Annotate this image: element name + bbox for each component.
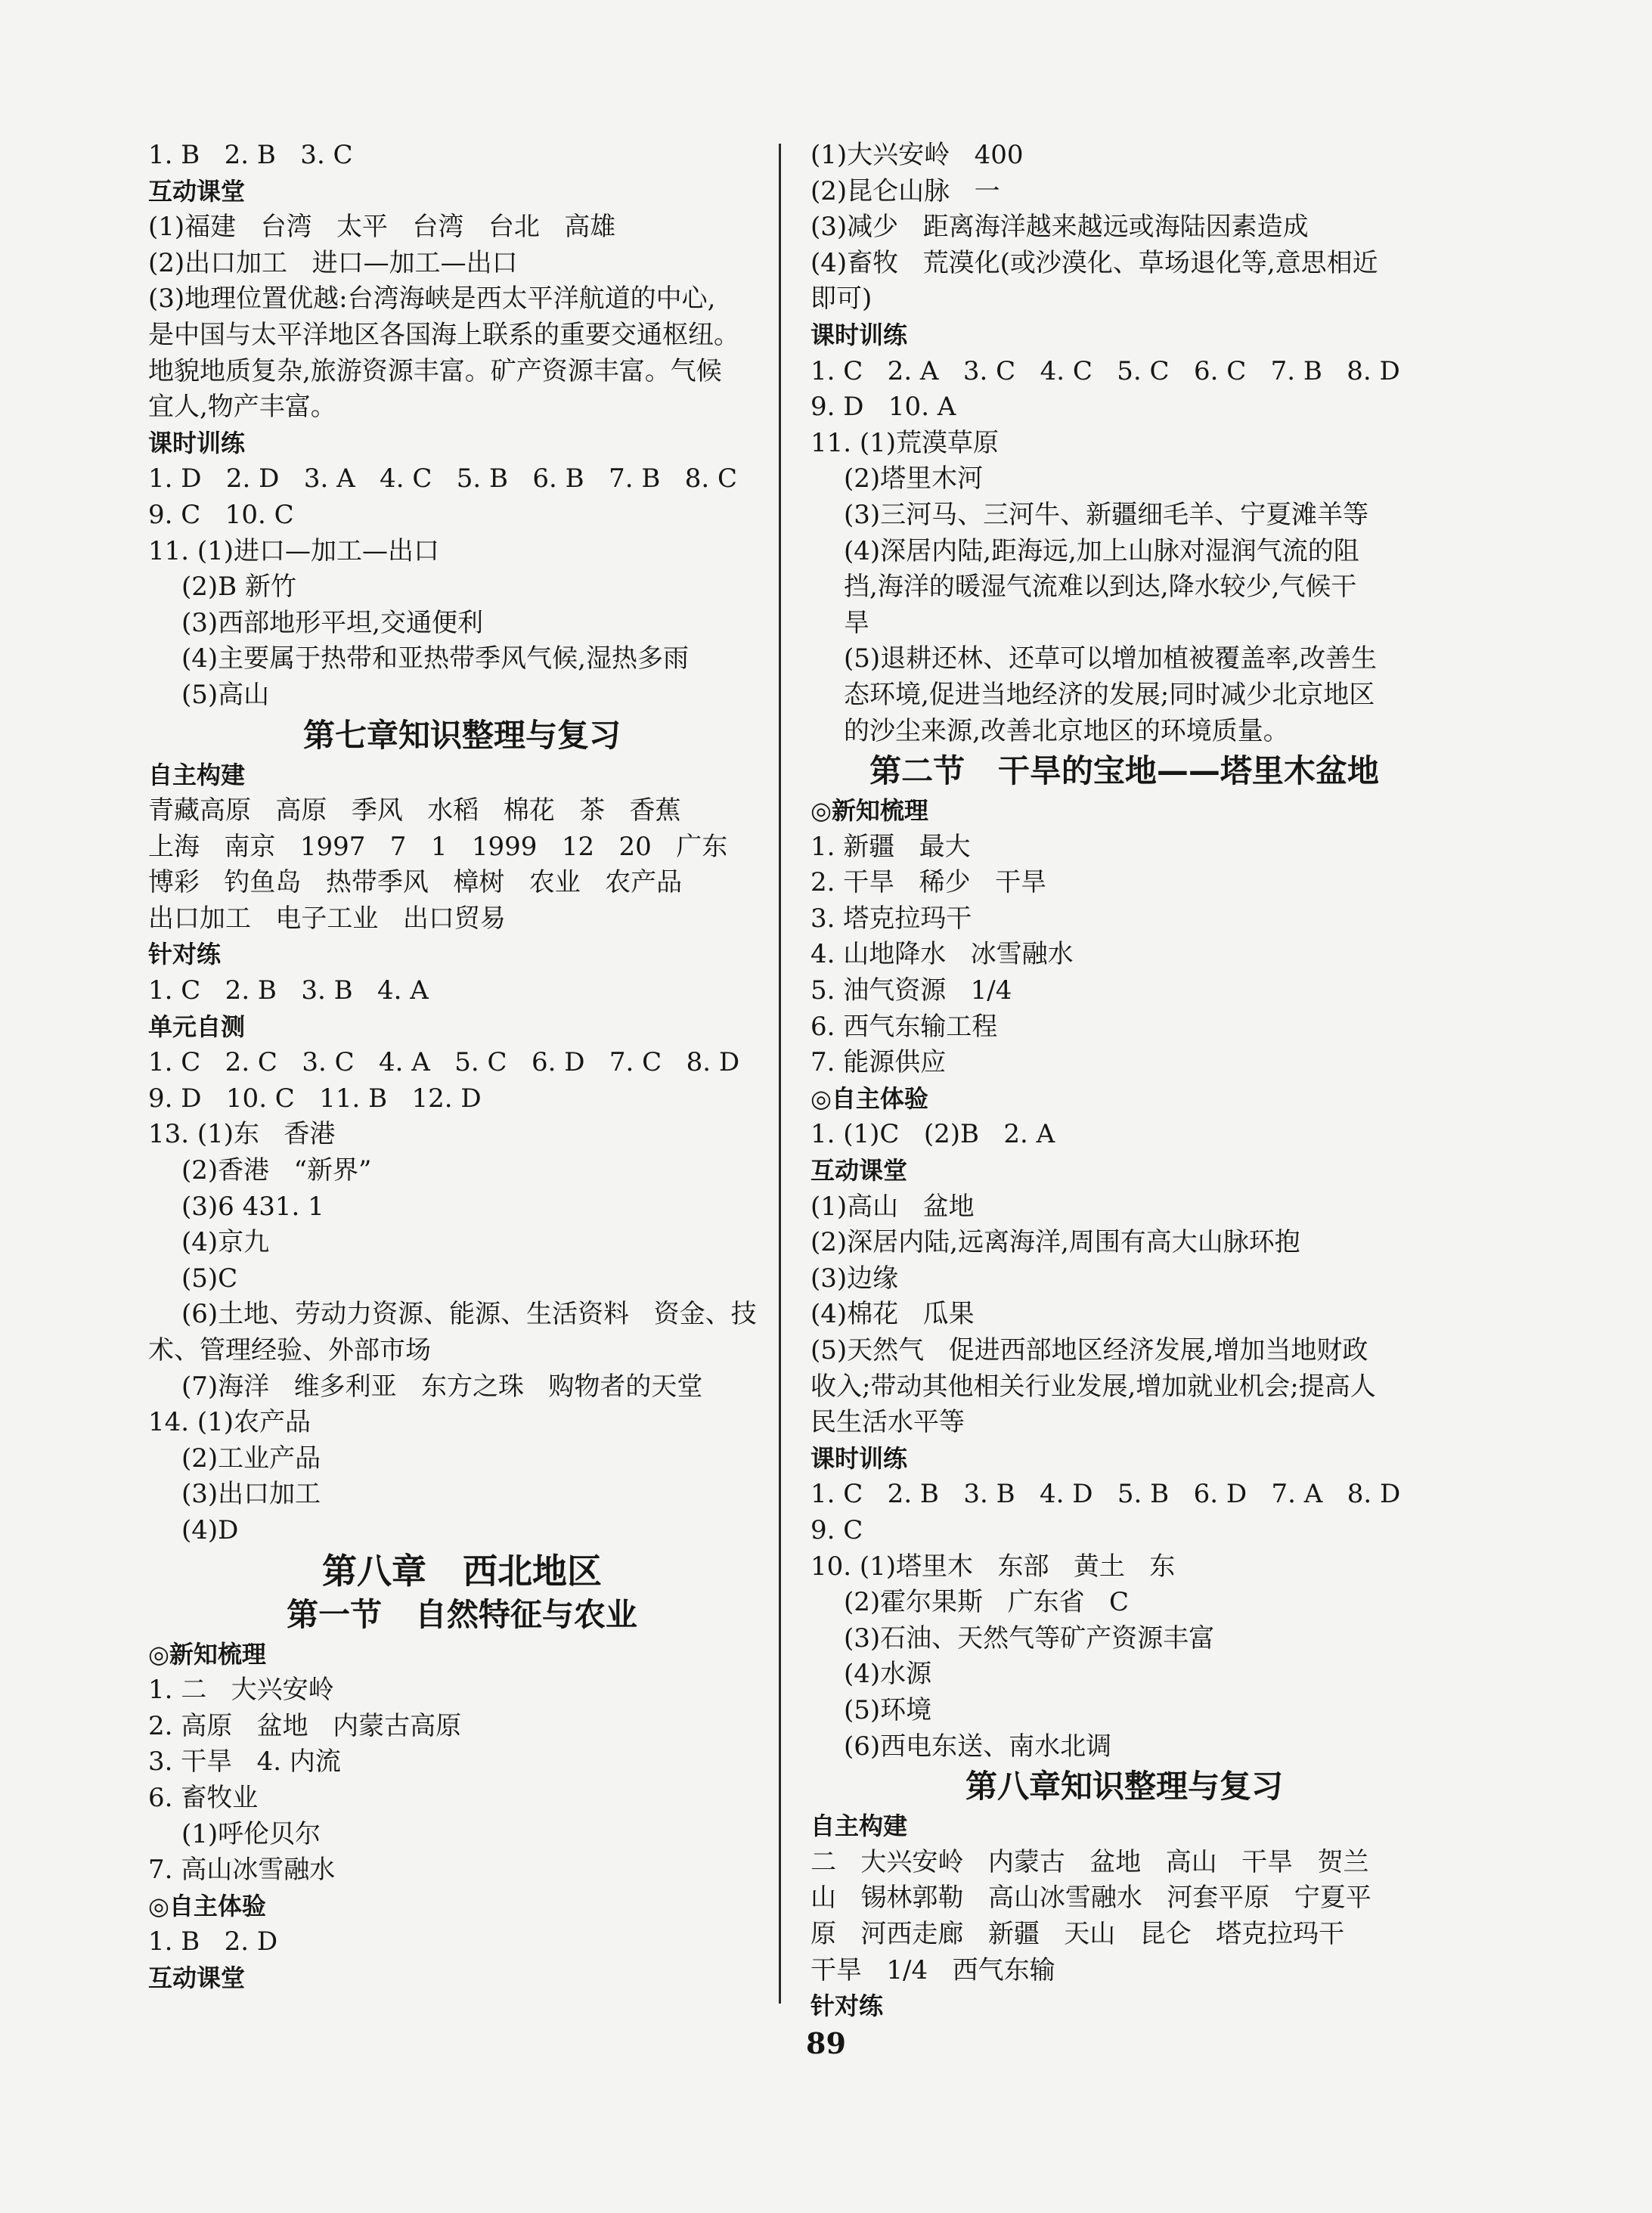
answer-line: 9. C 10. C: [148, 499, 294, 530]
section-title: 第二节 干旱的宝地——塔里木盆地: [869, 752, 1379, 790]
column-divider: [779, 144, 781, 2004]
answer-line: (1)福建 台湾 太平 台湾 台北 高雄: [148, 212, 616, 243]
sub-answer-line: (3)出口加工: [181, 1479, 321, 1510]
section-heading: 单元自测: [148, 1012, 246, 1041]
answer-line: 博彩 钓鱼岛 热带季风 樟树 农业 农产品: [148, 867, 683, 898]
answer-line: (2)昆仑山脉 一: [811, 175, 1000, 206]
section-heading: ◎新知梳理: [148, 1639, 266, 1669]
answer-line: 1. B 2. B 3. C: [148, 140, 353, 170]
answer-line: 1. B 2. D: [148, 1926, 278, 1957]
sub-answer-line: (4)水源: [844, 1659, 932, 1690]
answer-line: 干旱 1/4 西气东输: [811, 1954, 1055, 1985]
answer-line: 11. (1)进口—加工—出口: [148, 535, 440, 566]
section-heading: ◎自主体验: [811, 1083, 928, 1113]
sub-answer-line: (2)塔里木河: [844, 463, 984, 494]
answer-line: 术、管理经验、外部市场: [148, 1335, 431, 1365]
section-title: 第一节 自然特征与农业: [287, 1595, 637, 1633]
answer-line: 山 锡林郭勒 高山冰雪融水 河套平原 宁夏平: [811, 1883, 1372, 1914]
sub-answer-line: 挡,海洋的暖湿气流难以到达,降水较少,气候干: [844, 572, 1357, 603]
answer-line: 民生活水平等: [811, 1407, 965, 1438]
answer-line: 即可): [811, 284, 872, 315]
answer-line: 宜人,物产丰富。: [148, 392, 336, 423]
sub-answer-line: (2)香港 “新界”: [181, 1155, 372, 1186]
section-heading: 互动课堂: [148, 1963, 246, 1992]
sub-answer-line: (4)主要属于热带和亚热带季风气候,湿热多雨: [181, 643, 689, 674]
section-heading: 自主构建: [148, 760, 246, 789]
answer-line: 5. 油气资源 1/4: [811, 975, 1012, 1006]
answer-line: 1. C 2. A 3. C 4. C 5. C 6. C 7. B 8. D: [811, 355, 1400, 386]
sub-answer-line: 态环境,促进当地经济的发展;同时减少北京地区: [844, 679, 1375, 710]
answer-line: 1. D 2. D 3. A 4. C 5. B 6. B 7. B 8. C: [148, 463, 737, 494]
answer-line: 6. 畜牧业: [148, 1782, 259, 1813]
answer-line: 14. (1)农产品: [148, 1407, 311, 1438]
sub-answer-line: (7)海洋 维多利亚 东方之珠 购物者的天堂: [181, 1371, 703, 1402]
answer-line: 11. (1)荒漠草原: [811, 427, 1000, 458]
page-number: 89: [806, 2026, 846, 2060]
sub-answer-line: (5)环境: [844, 1694, 932, 1725]
answer-line: 7. 高山冰雪融水: [148, 1855, 336, 1886]
section-title: 第七章知识整理与复习: [302, 716, 621, 754]
sub-answer-line: (3)西部地形平坦,交通便利: [181, 607, 483, 638]
answer-line: (3)地理位置优越:台湾海峡是西太平洋航道的中心,: [148, 284, 716, 315]
section-heading: 课时训练: [148, 428, 246, 457]
sub-answer-line: (3)三河马、三河牛、新疆细毛羊、宁夏滩羊等: [844, 499, 1369, 530]
answer-line: (2)深居内陆,远离海洋,周围有高大山脉环抱: [811, 1227, 1300, 1258]
section-heading: ◎自主体验: [148, 1891, 266, 1920]
sub-answer-line: (4)D: [181, 1514, 239, 1545]
sub-answer-line: (4)京九: [181, 1227, 270, 1258]
answer-line: 是中国与太平洋地区各国海上联系的重要交通枢纽。: [148, 319, 739, 350]
left-column: [148, 138, 776, 1997]
section-title: 第八章知识整理与复习: [965, 1768, 1283, 1805]
sub-answer-line: 的沙尘来源,改善北京地区的环境质量。: [844, 715, 1289, 746]
answer-line: 9. D 10. C 11. B 12. D: [148, 1083, 482, 1114]
answer-line: 1. (1)C (2)B 2. A: [811, 1119, 1055, 1150]
answer-line: (4)棉花 瓜果: [811, 1299, 975, 1330]
answer-line: 收入;带动其他相关行业发展,增加就业机会;提高人: [811, 1371, 1376, 1402]
answer-line: 1. C 2. B 3. B 4. D 5. B 6. D 7. A 8. D: [811, 1479, 1401, 1510]
sub-answer-line: (3)石油、天然气等矿产资源丰富: [844, 1623, 1215, 1654]
section-heading: 互动课堂: [811, 1156, 908, 1186]
answer-line: 13. (1)东 香港: [148, 1119, 336, 1150]
sub-answer-line: (5)高山: [181, 679, 270, 710]
answer-line: 1. C 2. B 3. B 4. A: [148, 975, 429, 1006]
answer-line: (4)畜牧 荒漠化(或沙漠化、草场退化等,意思相近: [811, 247, 1378, 278]
answer-line: 10. (1)塔里木 东部 黄土 东: [811, 1551, 1176, 1582]
sub-answer-line: (1)呼伦贝尔: [181, 1818, 321, 1849]
answer-line: (3)边缘: [811, 1263, 899, 1294]
sub-answer-line: (6)西电东送、南水北调: [844, 1731, 1112, 1762]
chapter-title: 第八章 西北地区: [321, 1550, 603, 1592]
answer-line: 6. 西气东输工程: [811, 1011, 998, 1042]
answer-line: 2. 干旱 稀少 干旱: [811, 867, 1047, 898]
answer-line: 3. 干旱 4. 内流: [148, 1747, 341, 1778]
answer-line: (1)高山 盆地: [811, 1191, 975, 1222]
sub-answer-line: (2)B 新竹: [181, 572, 296, 603]
answer-line: 3. 塔克拉玛干: [811, 903, 972, 934]
section-heading: 课时训练: [811, 320, 908, 349]
answer-line: 原 河西走廊 新疆 天山 昆仑 塔克拉玛干: [811, 1918, 1345, 1949]
answer-line: 9. C: [811, 1514, 863, 1545]
sub-answer-line: (4)深居内陆,距海远,加上山脉对湿润气流的阻: [844, 535, 1359, 566]
answer-line: (5)天然气 促进西部地区经济发展,增加当地财政: [811, 1335, 1368, 1365]
sub-answer-line: 旱: [844, 607, 869, 638]
section-heading: ◎新知梳理: [811, 796, 928, 826]
sub-answer-line: (5)退耕还林、还草可以增加植被覆盖率,改善生: [844, 643, 1377, 674]
answer-line: 7. 能源供应: [811, 1047, 947, 1078]
answer-line: 上海 南京 1997 7 1 1999 12 20 广东: [148, 831, 728, 862]
answer-line: 地貌地质复杂,旅游资源丰富。矿产资源丰富。气候: [148, 355, 722, 386]
sub-answer-line: (3)6 431. 1: [181, 1191, 324, 1222]
answer-line: (3)减少 距离海洋越来越远或海陆因素造成: [811, 212, 1309, 243]
section-heading: 针对练: [148, 940, 222, 969]
answer-line: 1. C 2. C 3. C 4. A 5. C 6. D 7. C 8. D: [148, 1047, 740, 1078]
answer-line: 青藏高原 高原 季风 水稻 棉花 茶 香蕉: [148, 795, 681, 826]
right-column: [811, 138, 1438, 2025]
sub-answer-line: (6)土地、劳动力资源、能源、生活资料 资金、技: [181, 1299, 757, 1330]
section-heading: 课时训练: [811, 1443, 908, 1473]
section-heading: 自主构建: [811, 1812, 908, 1841]
answer-line: 1. 新疆 最大: [811, 831, 971, 862]
sub-answer-line: (5)C: [181, 1263, 238, 1294]
answer-line: (1)大兴安岭 400: [811, 140, 1024, 170]
sub-answer-line: (2)霍尔果斯 广东省 C: [844, 1587, 1130, 1618]
answer-line: 二 大兴安岭 内蒙古 盆地 高山 干旱 贺兰: [811, 1846, 1369, 1877]
answer-line: 9. D 10. A: [811, 392, 956, 423]
answer-line: 4. 山地降水 冰雪融水: [811, 939, 1074, 970]
answer-line: 1. 二 大兴安岭: [148, 1675, 334, 1706]
answer-line: (2)出口加工 进口—加工—出口: [148, 247, 518, 278]
answer-line: 2. 高原 盆地 内蒙古高原: [148, 1710, 462, 1741]
answer-line: 出口加工 电子工业 出口贸易: [148, 903, 506, 934]
sub-answer-line: (2)工业产品: [181, 1443, 321, 1474]
section-heading: 针对练: [811, 1991, 884, 2021]
section-heading: 互动课堂: [148, 176, 246, 206]
